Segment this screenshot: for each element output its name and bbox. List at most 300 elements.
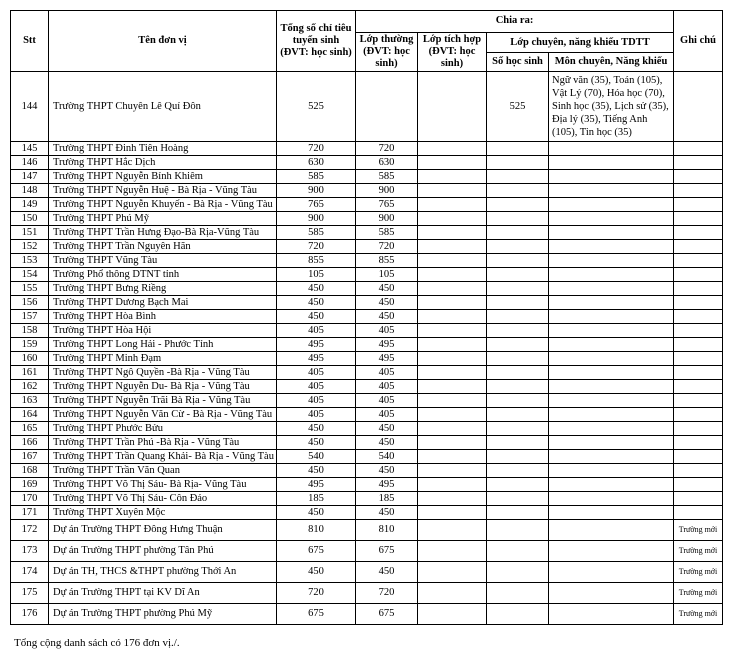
cell-specialized-subjects bbox=[549, 226, 674, 240]
cell-stt: 167 bbox=[11, 450, 49, 464]
cell-stt: 148 bbox=[11, 184, 49, 198]
cell-stt: 151 bbox=[11, 226, 49, 240]
cell-stt: 162 bbox=[11, 380, 49, 394]
cell-total-quota: 105 bbox=[277, 268, 356, 282]
cell-total-quota: 450 bbox=[277, 296, 356, 310]
cell-unit-name: Trường THPT Bưng Riềng bbox=[49, 282, 277, 296]
cell-specialized-subjects bbox=[549, 436, 674, 450]
cell-note: Trường mới bbox=[674, 562, 723, 583]
table-row bbox=[11, 380, 723, 394]
cell-integrated-class bbox=[418, 324, 487, 338]
cell-specialized-subjects bbox=[549, 212, 674, 226]
header-breakdown: Chia ra: bbox=[356, 11, 674, 33]
cell-total-quota: 720 bbox=[277, 583, 356, 604]
cell-note bbox=[674, 142, 723, 156]
cell-unit-name: Trường THPT Chuyên Lê Quí Đôn bbox=[49, 72, 277, 142]
cell-note bbox=[674, 408, 723, 422]
cell-specialized-subjects bbox=[549, 282, 674, 296]
cell-unit-name: Trường Phổ thông DTNT tỉnh bbox=[49, 268, 277, 282]
cell-total-quota: 900 bbox=[277, 184, 356, 198]
cell-total-quota: 720 bbox=[277, 240, 356, 254]
cell-integrated-class bbox=[418, 380, 487, 394]
cell-unit-name: Trường THPT Trần Văn Quan bbox=[49, 464, 277, 478]
cell-regular-class: 495 bbox=[356, 338, 418, 352]
cell-specialized-subjects bbox=[549, 142, 674, 156]
cell-stt: 156 bbox=[11, 296, 49, 310]
cell-unit-name: Trường THPT Phước Bửu bbox=[49, 422, 277, 436]
cell-note bbox=[674, 506, 723, 520]
cell-total-quota: 585 bbox=[277, 226, 356, 240]
cell-student-count bbox=[487, 380, 549, 394]
cell-regular-class: 405 bbox=[356, 394, 418, 408]
cell-integrated-class bbox=[418, 464, 487, 478]
cell-student-count bbox=[487, 212, 549, 226]
cell-note bbox=[674, 310, 723, 324]
cell-student-count bbox=[487, 352, 549, 366]
cell-total-quota: 450 bbox=[277, 436, 356, 450]
cell-student-count bbox=[487, 436, 549, 450]
cell-integrated-class bbox=[418, 254, 487, 268]
cell-specialized-subjects bbox=[549, 506, 674, 520]
cell-unit-name: Trường THPT Trần Quang Khải- Bà Rịa - Vũng Tàu bbox=[49, 450, 277, 464]
cell-unit-name: Trường THPT Phú Mỹ bbox=[49, 212, 277, 226]
cell-integrated-class bbox=[418, 170, 487, 184]
cell-student-count bbox=[487, 268, 549, 282]
cell-note bbox=[674, 268, 723, 282]
table-body bbox=[11, 72, 723, 625]
cell-note bbox=[674, 170, 723, 184]
cell-specialized-subjects bbox=[549, 198, 674, 212]
cell-regular-class: 720 bbox=[356, 240, 418, 254]
header-unit-name: Tên đơn vị bbox=[49, 11, 277, 72]
cell-integrated-class bbox=[418, 72, 487, 142]
cell-student-count bbox=[487, 282, 549, 296]
table-row bbox=[11, 338, 723, 352]
cell-unit-name: Trường THPT Dương Bạch Mai bbox=[49, 296, 277, 310]
cell-note bbox=[674, 282, 723, 296]
cell-regular-class: 675 bbox=[356, 541, 418, 562]
cell-total-quota: 450 bbox=[277, 464, 356, 478]
table-row bbox=[11, 408, 723, 422]
total-summary: Tổng cộng danh sách có 176 đơn vị./. bbox=[14, 637, 180, 649]
cell-stt: 164 bbox=[11, 408, 49, 422]
cell-integrated-class bbox=[418, 184, 487, 198]
cell-stt: 152 bbox=[11, 240, 49, 254]
cell-unit-name: Trường THPT Nguyễn Du- Bà Rịa - Vũng Tàu bbox=[49, 380, 277, 394]
cell-specialized-subjects bbox=[549, 156, 674, 170]
cell-integrated-class bbox=[418, 338, 487, 352]
cell-student-count bbox=[487, 604, 549, 625]
cell-specialized-subjects bbox=[549, 184, 674, 198]
table-row bbox=[11, 268, 723, 282]
cell-total-quota: 405 bbox=[277, 380, 356, 394]
cell-integrated-class bbox=[418, 436, 487, 450]
cell-student-count bbox=[487, 338, 549, 352]
cell-student-count bbox=[487, 226, 549, 240]
cell-integrated-class bbox=[418, 450, 487, 464]
cell-note: Trường mới bbox=[674, 520, 723, 541]
cell-student-count bbox=[487, 184, 549, 198]
cell-stt: 158 bbox=[11, 324, 49, 338]
cell-regular-class: 450 bbox=[356, 310, 418, 324]
cell-unit-name: Dự án Trường THPT tại KV Dĩ An bbox=[49, 583, 277, 604]
cell-student-count bbox=[487, 170, 549, 184]
cell-note bbox=[674, 296, 723, 310]
cell-note: Trường mới bbox=[674, 604, 723, 625]
table-row bbox=[11, 478, 723, 492]
cell-total-quota: 450 bbox=[277, 282, 356, 296]
cell-total-quota: 450 bbox=[277, 506, 356, 520]
cell-student-count bbox=[487, 562, 549, 583]
cell-unit-name: Trường THPT Võ Thị Sáu- Bà Rịa- Vũng Tàu bbox=[49, 478, 277, 492]
cell-stt: 163 bbox=[11, 394, 49, 408]
cell-total-quota: 525 bbox=[277, 72, 356, 142]
cell-student-count bbox=[487, 492, 549, 506]
cell-stt: 168 bbox=[11, 464, 49, 478]
cell-regular-class: 405 bbox=[356, 324, 418, 338]
cell-note bbox=[674, 450, 723, 464]
cell-specialized-subjects bbox=[549, 296, 674, 310]
cell-total-quota: 185 bbox=[277, 492, 356, 506]
cell-stt: 173 bbox=[11, 541, 49, 562]
cell-student-count bbox=[487, 142, 549, 156]
header-notes: Ghi chú bbox=[674, 11, 723, 72]
cell-total-quota: 765 bbox=[277, 198, 356, 212]
cell-stt: 157 bbox=[11, 310, 49, 324]
cell-note: Trường mới bbox=[674, 583, 723, 604]
cell-student-count bbox=[487, 310, 549, 324]
cell-specialized-subjects bbox=[549, 254, 674, 268]
cell-total-quota: 405 bbox=[277, 366, 356, 380]
table-row bbox=[11, 156, 723, 170]
cell-unit-name: Trường THPT Nguyễn Bỉnh Khiêm bbox=[49, 170, 277, 184]
cell-note bbox=[674, 240, 723, 254]
cell-unit-name: Trường THPT Võ Thị Sáu- Côn Đảo bbox=[49, 492, 277, 506]
cell-note bbox=[674, 324, 723, 338]
cell-regular-class: 450 bbox=[356, 506, 418, 520]
cell-regular-class: 675 bbox=[356, 604, 418, 625]
cell-unit-name: Trường THPT Hòa Hội bbox=[49, 324, 277, 338]
cell-total-quota: 855 bbox=[277, 254, 356, 268]
cell-unit-name: Trường THPT Hòa Bình bbox=[49, 310, 277, 324]
cell-specialized-subjects bbox=[549, 380, 674, 394]
cell-stt: 176 bbox=[11, 604, 49, 625]
cell-total-quota: 810 bbox=[277, 520, 356, 541]
cell-unit-name: Trường THPT Vũng Tàu bbox=[49, 254, 277, 268]
cell-specialized-subjects bbox=[549, 520, 674, 541]
cell-regular-class bbox=[356, 72, 418, 142]
cell-total-quota: 585 bbox=[277, 170, 356, 184]
cell-student-count bbox=[487, 464, 549, 478]
table-row bbox=[11, 212, 723, 226]
cell-student-count bbox=[487, 366, 549, 380]
cell-regular-class: 585 bbox=[356, 226, 418, 240]
cell-regular-class: 495 bbox=[356, 478, 418, 492]
cell-stt: 174 bbox=[11, 562, 49, 583]
header-student-count: Số học sinh bbox=[487, 53, 549, 72]
cell-stt: 150 bbox=[11, 212, 49, 226]
cell-stt: 155 bbox=[11, 282, 49, 296]
cell-unit-name: Trường THPT Xuyên Mộc bbox=[49, 506, 277, 520]
cell-student-count bbox=[487, 198, 549, 212]
cell-regular-class: 720 bbox=[356, 583, 418, 604]
table-row bbox=[11, 394, 723, 408]
cell-stt: 153 bbox=[11, 254, 49, 268]
cell-regular-class: 450 bbox=[356, 282, 418, 296]
cell-unit-name: Trường THPT Trần Nguyên Hãn bbox=[49, 240, 277, 254]
cell-specialized-subjects bbox=[549, 478, 674, 492]
cell-note bbox=[674, 184, 723, 198]
cell-stt: 154 bbox=[11, 268, 49, 282]
cell-student-count bbox=[487, 156, 549, 170]
cell-specialized-subjects: Ngữ văn (35), Toán (105), Vật Lý (70), Hóa học (70), Sinh học (35), Lịch sử (35), Địa lý (35), Tiếng Anh (105), Tin học (35) bbox=[549, 72, 674, 142]
cell-regular-class: 765 bbox=[356, 198, 418, 212]
cell-specialized-subjects bbox=[549, 352, 674, 366]
cell-note bbox=[674, 492, 723, 506]
cell-total-quota: 675 bbox=[277, 541, 356, 562]
cell-total-quota: 630 bbox=[277, 156, 356, 170]
cell-note bbox=[674, 226, 723, 240]
cell-note bbox=[674, 422, 723, 436]
cell-unit-name: Trường THPT Nguyễn Khuyến - Bà Rịa - Vũng Tàu bbox=[49, 198, 277, 212]
cell-regular-class: 450 bbox=[356, 464, 418, 478]
table-row bbox=[11, 583, 723, 604]
table-header bbox=[11, 11, 723, 72]
cell-integrated-class bbox=[418, 198, 487, 212]
cell-regular-class: 585 bbox=[356, 170, 418, 184]
cell-regular-class: 900 bbox=[356, 212, 418, 226]
table-row bbox=[11, 254, 723, 268]
cell-specialized-subjects bbox=[549, 366, 674, 380]
cell-student-count bbox=[487, 450, 549, 464]
cell-specialized-subjects bbox=[549, 450, 674, 464]
table-row bbox=[11, 562, 723, 583]
cell-regular-class: 855 bbox=[356, 254, 418, 268]
table-row bbox=[11, 492, 723, 506]
cell-integrated-class bbox=[418, 282, 487, 296]
cell-stt: 147 bbox=[11, 170, 49, 184]
header-integrated-class: Lớp tích hợp (ĐVT: học sinh) bbox=[418, 33, 487, 72]
cell-integrated-class bbox=[418, 310, 487, 324]
cell-stt: 149 bbox=[11, 198, 49, 212]
header-specialized-class: Lớp chuyên, năng khiếu TDTT bbox=[487, 33, 674, 53]
table-row bbox=[11, 226, 723, 240]
header-total-quota: Tổng số chỉ tiêu tuyển sinh (ĐVT: học sinh) bbox=[277, 11, 356, 72]
cell-student-count bbox=[487, 541, 549, 562]
cell-note bbox=[674, 156, 723, 170]
cell-student-count bbox=[487, 324, 549, 338]
cell-regular-class: 450 bbox=[356, 562, 418, 583]
cell-stt: 160 bbox=[11, 352, 49, 366]
cell-integrated-class bbox=[418, 296, 487, 310]
cell-student-count bbox=[487, 478, 549, 492]
cell-unit-name: Dự án TH, THCS &THPT phường Thới An bbox=[49, 562, 277, 583]
cell-stt: 159 bbox=[11, 338, 49, 352]
table-row bbox=[11, 142, 723, 156]
cell-unit-name: Trường THPT Hắc Dịch bbox=[49, 156, 277, 170]
table-row bbox=[11, 366, 723, 380]
cell-total-quota: 540 bbox=[277, 450, 356, 464]
table-row bbox=[11, 296, 723, 310]
cell-unit-name: Trường THPT Ngô Quyền -Bà Rịa - Vũng Tàu bbox=[49, 366, 277, 380]
cell-regular-class: 450 bbox=[356, 422, 418, 436]
cell-stt: 171 bbox=[11, 506, 49, 520]
cell-specialized-subjects bbox=[549, 408, 674, 422]
table-row bbox=[11, 450, 723, 464]
header-regular-class: Lớp thường (ĐVT: học sinh) bbox=[356, 33, 418, 72]
cell-integrated-class bbox=[418, 408, 487, 422]
cell-regular-class: 630 bbox=[356, 156, 418, 170]
table-row bbox=[11, 352, 723, 366]
cell-student-count bbox=[487, 296, 549, 310]
cell-stt: 169 bbox=[11, 478, 49, 492]
cell-student-count bbox=[487, 408, 549, 422]
cell-student-count bbox=[487, 394, 549, 408]
cell-note bbox=[674, 436, 723, 450]
cell-regular-class: 900 bbox=[356, 184, 418, 198]
cell-student-count bbox=[487, 422, 549, 436]
cell-stt: 170 bbox=[11, 492, 49, 506]
header-specialized-subjects: Môn chuyên, Năng khiếu bbox=[549, 53, 674, 72]
cell-specialized-subjects bbox=[549, 422, 674, 436]
header-stt: Stt bbox=[11, 11, 49, 72]
cell-integrated-class bbox=[418, 268, 487, 282]
cell-unit-name: Trường THPT Minh Đạm bbox=[49, 352, 277, 366]
table-row bbox=[11, 170, 723, 184]
cell-student-count bbox=[487, 583, 549, 604]
cell-specialized-subjects bbox=[549, 268, 674, 282]
cell-unit-name: Dự án Trường THPT phường Tân Phú bbox=[49, 541, 277, 562]
cell-total-quota: 450 bbox=[277, 310, 356, 324]
cell-regular-class: 720 bbox=[356, 142, 418, 156]
cell-note bbox=[674, 394, 723, 408]
cell-student-count bbox=[487, 506, 549, 520]
cell-specialized-subjects bbox=[549, 464, 674, 478]
cell-student-count bbox=[487, 520, 549, 541]
cell-note bbox=[674, 72, 723, 142]
cell-regular-class: 405 bbox=[356, 380, 418, 394]
cell-regular-class: 405 bbox=[356, 366, 418, 380]
cell-integrated-class bbox=[418, 562, 487, 583]
cell-specialized-subjects bbox=[549, 240, 674, 254]
table-row bbox=[11, 324, 723, 338]
cell-unit-name: Trường THPT Nguyễn Trãi Bà Rịa - Vũng Tàu bbox=[49, 394, 277, 408]
table-row bbox=[11, 198, 723, 212]
cell-specialized-subjects bbox=[549, 394, 674, 408]
cell-unit-name: Trường THPT Long Hải - Phước Tỉnh bbox=[49, 338, 277, 352]
cell-total-quota: 675 bbox=[277, 604, 356, 625]
table-row bbox=[11, 541, 723, 562]
cell-specialized-subjects bbox=[549, 492, 674, 506]
cell-note bbox=[674, 366, 723, 380]
cell-integrated-class bbox=[418, 492, 487, 506]
table-row bbox=[11, 506, 723, 520]
cell-specialized-subjects bbox=[549, 541, 674, 562]
cell-unit-name: Dự án Trường THPT Đông Hưng Thuận bbox=[49, 520, 277, 541]
cell-stt: 165 bbox=[11, 422, 49, 436]
cell-total-quota: 450 bbox=[277, 422, 356, 436]
table-row bbox=[11, 72, 723, 142]
cell-note bbox=[674, 352, 723, 366]
cell-regular-class: 540 bbox=[356, 450, 418, 464]
cell-specialized-subjects bbox=[549, 562, 674, 583]
cell-regular-class: 185 bbox=[356, 492, 418, 506]
cell-student-count: 525 bbox=[487, 72, 549, 142]
cell-integrated-class bbox=[418, 240, 487, 254]
cell-integrated-class bbox=[418, 422, 487, 436]
table-row bbox=[11, 422, 723, 436]
cell-student-count bbox=[487, 240, 549, 254]
cell-regular-class: 450 bbox=[356, 436, 418, 450]
cell-note bbox=[674, 380, 723, 394]
cell-total-quota: 900 bbox=[277, 212, 356, 226]
cell-integrated-class bbox=[418, 541, 487, 562]
cell-stt: 161 bbox=[11, 366, 49, 380]
table-row bbox=[11, 464, 723, 478]
cell-integrated-class bbox=[418, 604, 487, 625]
cell-integrated-class bbox=[418, 226, 487, 240]
enrollment-quota-table bbox=[10, 10, 723, 625]
cell-specialized-subjects bbox=[549, 310, 674, 324]
cell-integrated-class bbox=[418, 156, 487, 170]
table-row bbox=[11, 240, 723, 254]
cell-integrated-class bbox=[418, 478, 487, 492]
cell-total-quota: 450 bbox=[277, 562, 356, 583]
cell-total-quota: 405 bbox=[277, 408, 356, 422]
cell-regular-class: 810 bbox=[356, 520, 418, 541]
cell-note bbox=[674, 338, 723, 352]
cell-stt: 166 bbox=[11, 436, 49, 450]
cell-total-quota: 720 bbox=[277, 142, 356, 156]
table-row bbox=[11, 184, 723, 198]
cell-specialized-subjects bbox=[549, 604, 674, 625]
cell-unit-name: Dự án Trường THPT phường Phú Mỹ bbox=[49, 604, 277, 625]
cell-note bbox=[674, 198, 723, 212]
table-row bbox=[11, 436, 723, 450]
cell-stt: 145 bbox=[11, 142, 49, 156]
cell-specialized-subjects bbox=[549, 324, 674, 338]
cell-regular-class: 105 bbox=[356, 268, 418, 282]
cell-stt: 144 bbox=[11, 72, 49, 142]
cell-student-count bbox=[487, 254, 549, 268]
cell-integrated-class bbox=[418, 212, 487, 226]
cell-stt: 146 bbox=[11, 156, 49, 170]
table-row bbox=[11, 604, 723, 625]
cell-integrated-class bbox=[418, 506, 487, 520]
table-row bbox=[11, 310, 723, 324]
cell-total-quota: 495 bbox=[277, 352, 356, 366]
cell-specialized-subjects bbox=[549, 170, 674, 184]
cell-regular-class: 405 bbox=[356, 408, 418, 422]
cell-unit-name: Trường THPT Trần Hưng Đạo-Bà Rịa-Vũng Tàu bbox=[49, 226, 277, 240]
cell-regular-class: 495 bbox=[356, 352, 418, 366]
cell-integrated-class bbox=[418, 583, 487, 604]
cell-unit-name: Trường THPT Nguyễn Văn Cừ - Bà Rịa - Vũng Tàu bbox=[49, 408, 277, 422]
cell-note bbox=[674, 464, 723, 478]
cell-total-quota: 495 bbox=[277, 478, 356, 492]
cell-total-quota: 495 bbox=[277, 338, 356, 352]
cell-integrated-class bbox=[418, 142, 487, 156]
cell-stt: 175 bbox=[11, 583, 49, 604]
cell-unit-name: Trường THPT Nguyễn Huệ - Bà Rịa - Vũng Tàu bbox=[49, 184, 277, 198]
cell-note bbox=[674, 254, 723, 268]
cell-integrated-class bbox=[418, 520, 487, 541]
cell-integrated-class bbox=[418, 366, 487, 380]
cell-total-quota: 405 bbox=[277, 394, 356, 408]
cell-note bbox=[674, 212, 723, 226]
table-row bbox=[11, 282, 723, 296]
cell-total-quota: 405 bbox=[277, 324, 356, 338]
